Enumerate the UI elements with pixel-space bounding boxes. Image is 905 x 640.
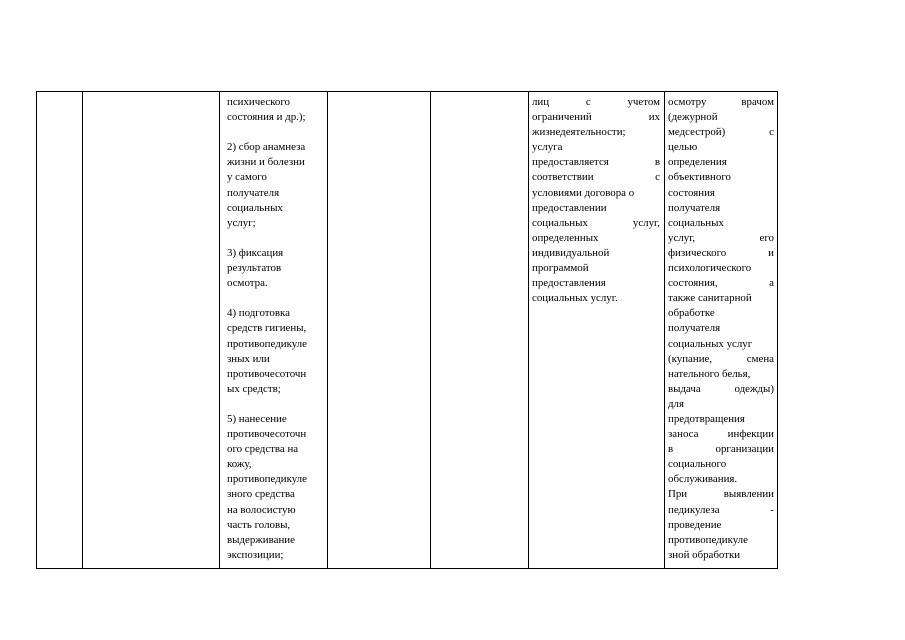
text-line: [532, 170, 660, 185]
word: услуг,: [632, 216, 660, 229]
text-line: [668, 95, 774, 110]
word: предоставляется: [532, 156, 609, 169]
text-line: на волосистую: [227, 503, 296, 516]
text-line: получателя: [227, 186, 280, 199]
text-line: социального: [668, 458, 727, 471]
word: инфекции: [727, 428, 774, 441]
word: -: [770, 503, 774, 516]
text-line: для: [668, 397, 684, 410]
list-item: [227, 140, 324, 231]
text-line: психологического: [668, 262, 752, 275]
text-line: часть головы,: [227, 518, 291, 531]
text-line: индивидуальной: [532, 246, 610, 259]
text-line: целью: [668, 141, 698, 154]
text-line: [668, 503, 774, 518]
table-cell-empty-2: [431, 92, 529, 568]
word: с: [769, 126, 774, 139]
text-line: обслуживания.: [668, 473, 738, 486]
word: организации: [715, 443, 774, 456]
word: состояния,: [668, 277, 718, 290]
text-line: услуга: [532, 141, 563, 154]
word: его: [759, 231, 774, 244]
word: а: [769, 277, 774, 290]
table-cell-service-name: [83, 92, 220, 568]
word: медсестрой): [668, 126, 726, 139]
list-item: [227, 95, 324, 125]
text-line: проведение: [668, 518, 722, 531]
text-line: жизни и болезни: [227, 156, 305, 169]
text-line: социальных: [227, 201, 283, 214]
text-line: также санитарной: [668, 292, 752, 305]
word: врачом: [741, 96, 774, 108]
word: соответствии: [532, 171, 594, 184]
text-line: [532, 216, 660, 231]
text-line: противочесоточн: [227, 367, 307, 380]
word: с: [585, 96, 591, 108]
text-line: [532, 95, 660, 110]
text-line: средств гигиены,: [227, 322, 307, 335]
table-cell-number: [37, 92, 83, 568]
text-line: [668, 442, 774, 457]
text-line: социальных: [668, 216, 724, 229]
word: в: [668, 443, 674, 456]
word: их: [648, 111, 660, 124]
text-line: [668, 427, 774, 442]
text-line: жизнедеятельности;: [532, 126, 626, 139]
word: ограничений: [532, 111, 592, 124]
table-cell-service-content: [220, 92, 328, 568]
text-line: у самого: [227, 171, 267, 184]
text-line: условиями договора о: [532, 186, 635, 199]
word: выявлении: [723, 488, 774, 501]
text-line: получателя: [668, 322, 721, 335]
text-line: результатов: [227, 262, 282, 275]
text-line: зного средства: [227, 488, 295, 501]
word: одежды): [734, 382, 774, 395]
word: услуг,: [668, 231, 696, 244]
procedure-text: [665, 92, 777, 563]
word: При: [668, 488, 688, 501]
service-content-text: [220, 92, 327, 563]
text-line: противопедикуле: [668, 533, 748, 546]
text-line: предоставлении: [532, 201, 607, 214]
text-line: противопедикуле: [227, 337, 307, 350]
text-line: зных или: [227, 352, 270, 365]
text-line: зной обработки: [668, 548, 741, 561]
text-line: (дежурной: [668, 111, 718, 124]
list-item: [227, 306, 324, 397]
text-line: выдерживание: [227, 533, 295, 546]
table-cell-procedure: [665, 92, 778, 568]
text-line: 4) подготовка: [227, 307, 290, 320]
text-line: [532, 155, 660, 170]
text-line: предотвращения: [668, 412, 745, 425]
text-line: социальных услуг: [668, 337, 753, 350]
text-line: определения: [668, 156, 727, 169]
word: осмотру: [668, 96, 707, 108]
text-line: объективного: [668, 171, 731, 184]
text-line: социальных услуг.: [532, 292, 618, 305]
text-line: предоставления: [532, 277, 606, 290]
table-cell-empty-1: [328, 92, 431, 568]
text-line: [668, 352, 774, 367]
list-item: [227, 246, 324, 291]
text-line: 2) сбор анамнеза: [227, 141, 306, 154]
list-item: [227, 412, 324, 563]
text-line: [532, 110, 660, 125]
text-line: [668, 246, 774, 261]
word: и: [768, 246, 774, 259]
text-line: [668, 276, 774, 291]
word: педикулеза: [668, 503, 720, 516]
table-cell-conditions: [529, 92, 665, 568]
text-line: программой: [532, 262, 589, 275]
text-line: [668, 382, 774, 397]
word: в: [654, 156, 660, 169]
word: лиц: [532, 96, 550, 108]
text-line: противопедикуле: [227, 473, 307, 486]
text-line: услуг;: [227, 216, 256, 229]
word: выдача: [668, 382, 701, 395]
text-line: осмотра.: [227, 277, 268, 290]
text-line: противочесоточн: [227, 428, 307, 441]
text-line: ого средства на: [227, 443, 299, 456]
conditions-text: [529, 92, 664, 306]
word: заноса: [668, 428, 699, 441]
text-line: нательного белья,: [668, 367, 751, 380]
word: смена: [746, 352, 774, 365]
text-line: состояния: [668, 186, 715, 199]
text-line: [668, 487, 774, 502]
text-line: определенных: [532, 231, 599, 244]
text-line: обработке: [668, 307, 715, 320]
text-line: [668, 231, 774, 246]
text-line: 5) нанесение: [227, 412, 287, 425]
text-line: 3) фиксация: [227, 246, 284, 259]
text-line: экспозиции;: [227, 548, 284, 561]
word: физического: [668, 246, 727, 259]
services-table: [36, 91, 778, 569]
word: социальных: [532, 216, 588, 229]
text-line: состояния и др.);: [227, 111, 306, 124]
word: (купание,: [668, 352, 713, 365]
text-line: кожу,: [227, 458, 252, 471]
text-line: ых средств;: [227, 382, 281, 395]
word: учетом: [627, 96, 660, 108]
word: с: [655, 171, 660, 184]
text-line: психического: [227, 96, 291, 108]
text-line: получателя: [668, 201, 721, 214]
text-line: [668, 125, 774, 140]
